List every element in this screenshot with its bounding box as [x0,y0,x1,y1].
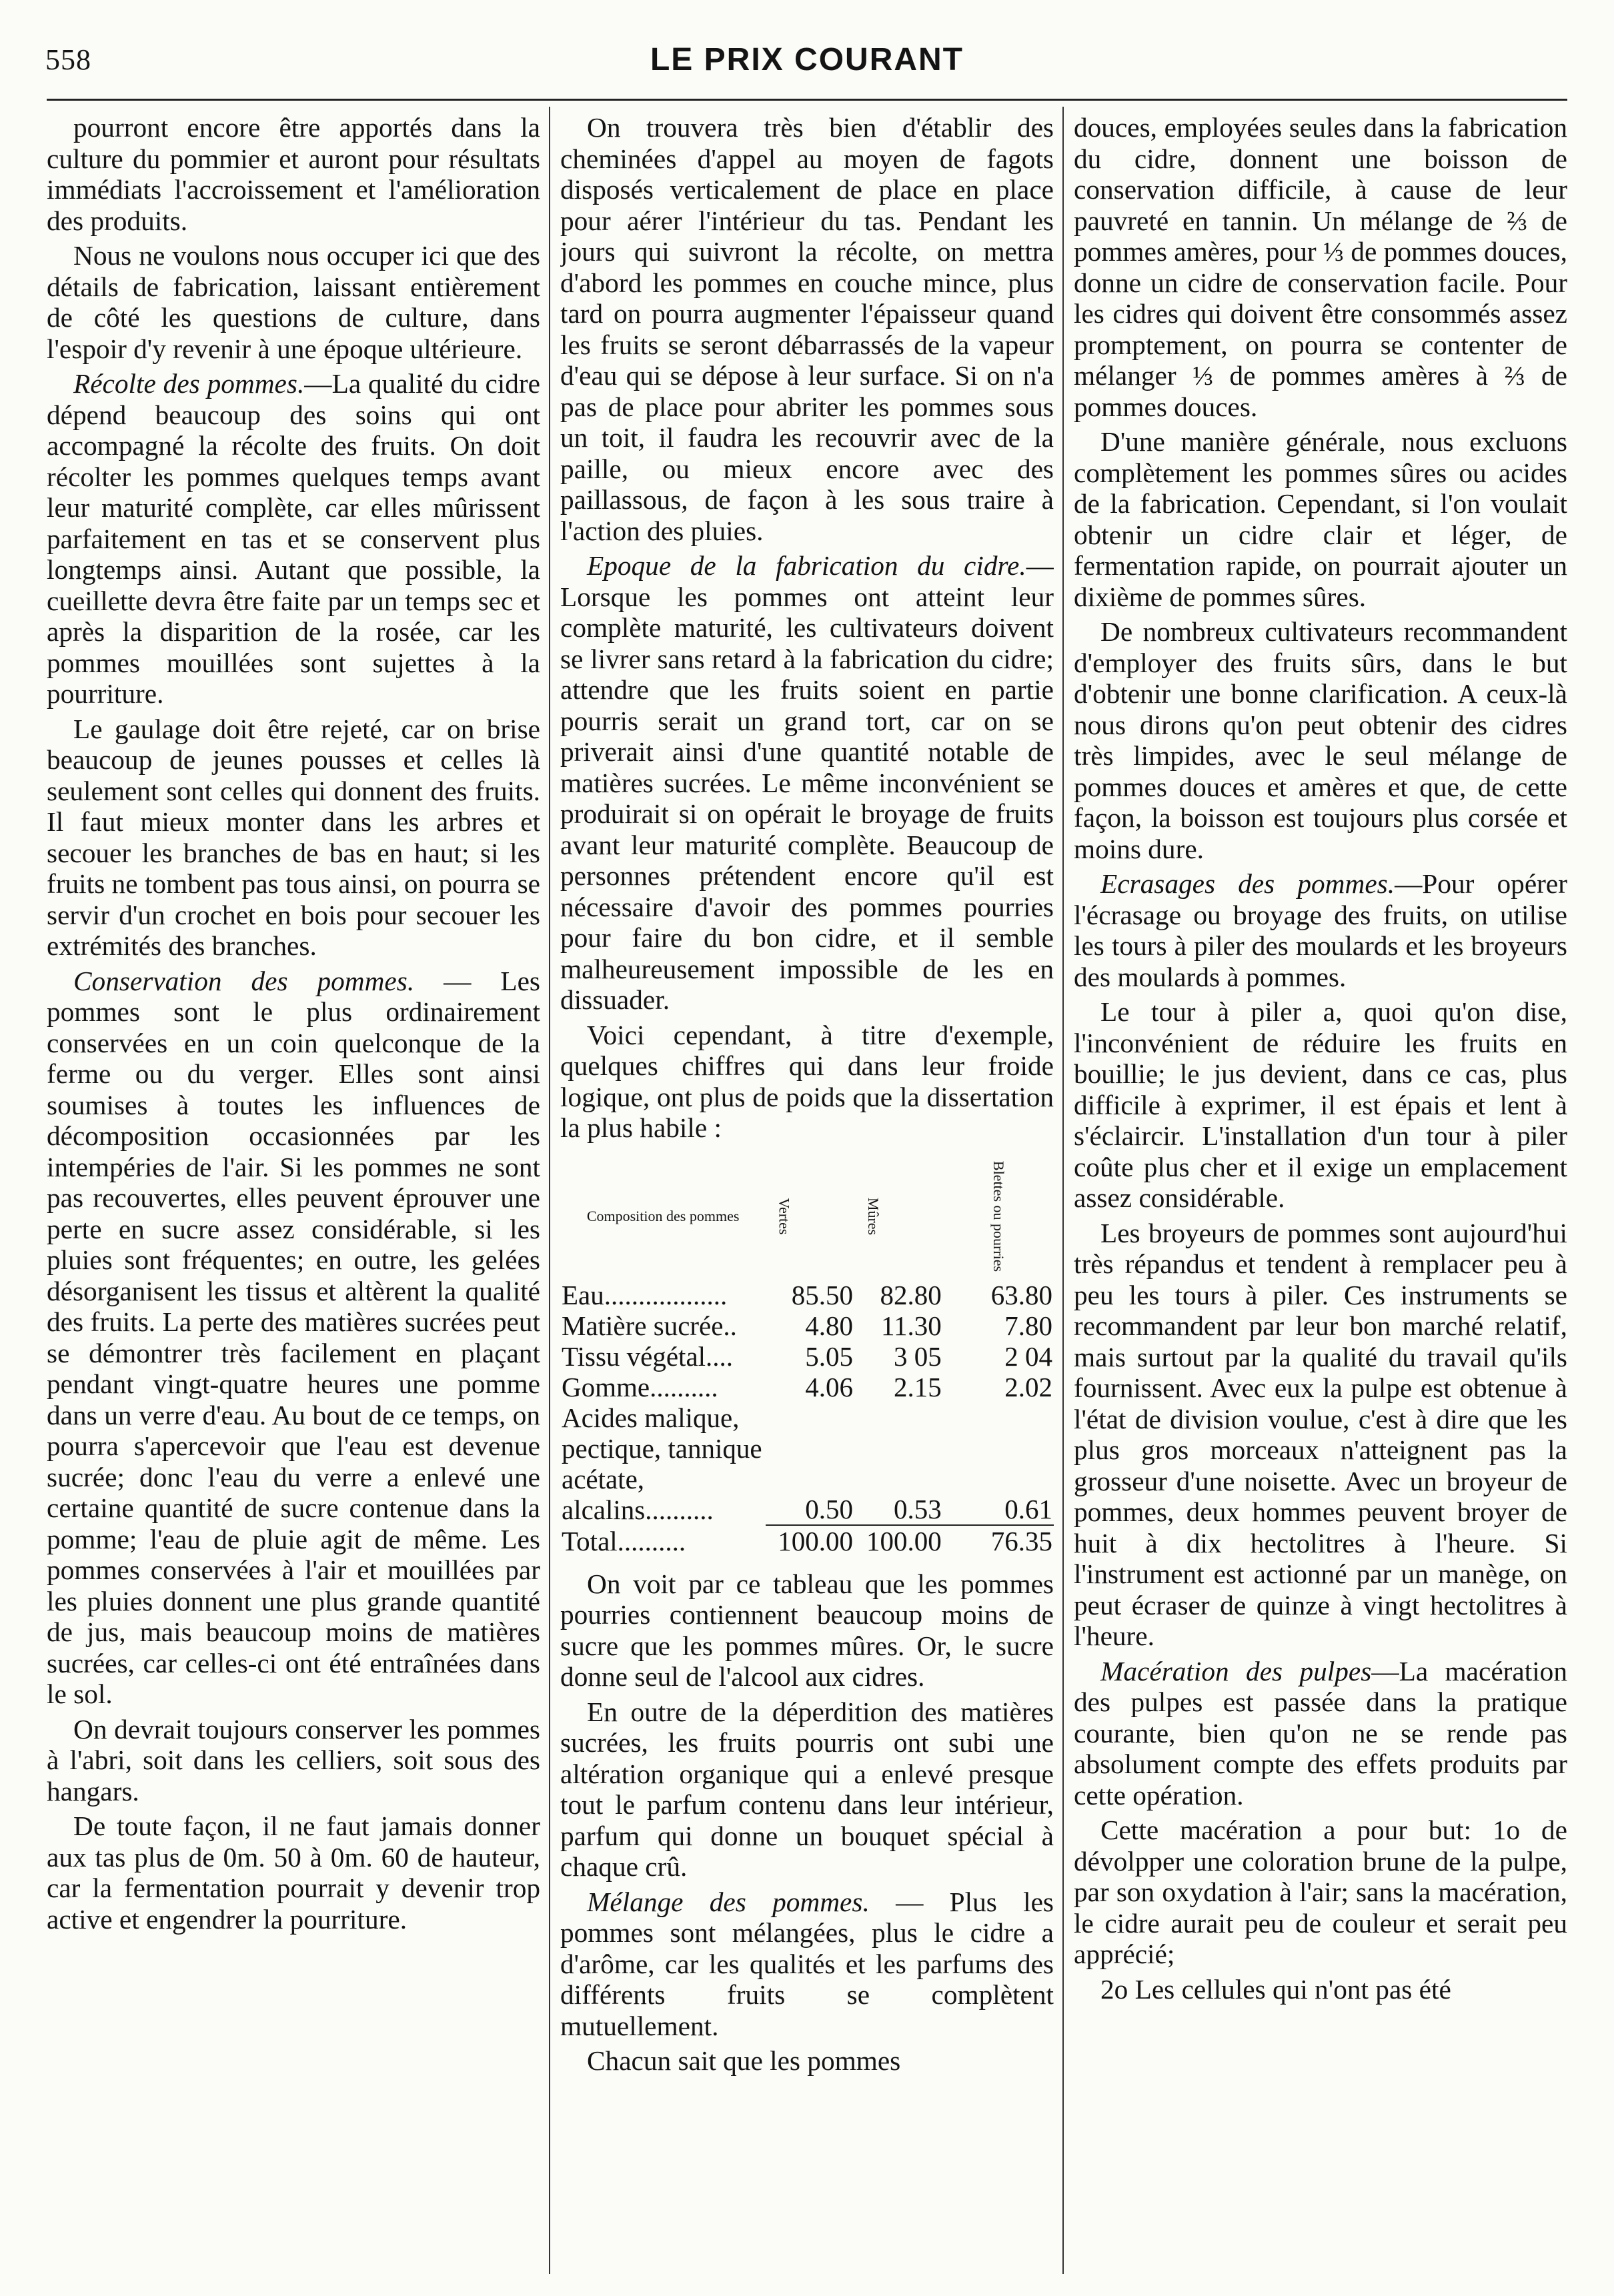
paragraph: Le gaulage doit être rejeté, car on brise beaucoup de jeunes pousses et celles là seulement sont celles qui donnent des fruits. Il faut mieux monter dans les arbres et secouer les branches de bas en haut; si les fruits ne tombent pas tous ainsi, on pourra se servir d'un crochet en bois pour secouer les extrémités des branches. [47,713,540,961]
section-rubric: Mélange des pommes. [587,1886,870,1917]
paragraph: Mélange des pommes. — Plus les pommes sont mélangées, plus le cidre a d'arôme, car les qualités et les parfums des différents fruits se complètent mutuellement. [560,1886,1054,2041]
table-row [560,1372,1054,1402]
table-cell: 2 04 [1004,1340,1052,1372]
table-cell: 2.02 [1004,1371,1052,1402]
paragraph: D'une manière générale, nous excluons complètement les pommes sûres ou acides de la fabrication. Cependant, si l'on voulait obtenir un cidre clair et léger, de fermentation rapide, on pourrait ajouter un dixième de pommes sûres. [1074,426,1567,612]
paragraph: Chacun sait que les pommes [587,2045,901,2076]
table-row-label: Eau.................. [562,1279,728,1310]
paragraph: On trouvera très bien d'établir des cheminées d'appel au moyen de fagots disposés verticalement de place en place pour aérer l'intérieur du tas. Pendant les jours qui suivront la récolte, on mettra d'abord les pommes en couche mince, plus tard on pourra augmenter l'épaisseur quand les fruits se seront débarrassés de la vapeur d'eau qui se dépose à leur surface. Si on n'a pas de place pour abriter les pommes sous un toit, il faudra les recouvrir avec de la paille, ou mieux encore avec des paillassous, de façon à les sous traire à l'action des pluies. [560,112,1054,546]
section-rubric: Récolte des pommes. [73,368,305,399]
column-divider [1062,107,1064,2274]
page-header [40,39,1574,92]
section-rubric: Conservation des pommes. [73,965,415,996]
table-cell: 63.80 [990,1279,1052,1310]
table-cell: 2.15 [894,1371,942,1402]
section-rubric: Epoque de la fabrication du cidre. [587,550,1026,581]
table-cell: 7.80 [1004,1310,1052,1341]
paragraph: 2o Les cellules qui n'ont pas été [1100,1973,1451,2005]
table-cell: 0.50 [805,1493,853,1524]
column-3 [1074,112,1567,2273]
table-col-header: Blettes ou pourries [990,1160,1007,1272]
column-1 [47,112,540,2273]
paragraph: Epoque de la fabrication du cidre.— Lorsque les pommes ont atteint leur complète maturité, les cultivateurs doivent se livrer sans retard à la fabrication du cidre; attendre que les fruits soient en partie pourris serait un grand tort, car on se priverait ainsi d'une quantité notable de matières sucrées. Le même inconvénient se produirait si on opérait le broyage de fruits avant leur maturité complète. Beaucoup de personnes prétendent encore qu'il est nécessaire d'avoir des pommes pourries pour faire du bon cidre, et il semble malheureusement impossible de les en dissuader. [560,550,1054,1015]
paragraph: Ecrasages des pommes.—Pour opérer l'écrasage ou broyage des fruits, on utilise les tours à piler des moulards et les broyeurs des moulards à pommes. [1074,868,1567,992]
table-row [560,1280,1054,1310]
table-row-label: Gomme.......... [562,1371,718,1402]
table-cell: 3 05 [894,1340,942,1372]
composition-table [560,1153,1054,1556]
table-row [560,1310,1054,1341]
table-row-label: Tissu végétal.... [562,1340,734,1372]
table-cell: 76.35 [943,1525,1054,1556]
table-cell: 100.00 [854,1525,943,1556]
paragraph: Conservation des pommes. — Les pommes sont le plus ordinairement conservées en un coin quelconque de la ferme ou du verger. Elles sont ainsi soumises à toutes les influences de décomposition occasionnées par les intempéries de l'air. Si les pommes ne sont pas recouvertes, elles peuvent éprouver une perte en sucre assez considérable, si les pluies sont fréquentes; en outre, les gelées désorganisent les tissus et altèrent la qualité des fruits. La perte des matières sucrées peut se démontrer très facilement en plaçant pendant vingt-quatre heures une pomme dans un verre d'eau. Au bout de ce temps, on pourra s'apercevoir que l'eau est devenue sucrée; donc l'eau du verre a enlevé une certaine quantité de sucre contenue dans la pomme; l'eau de pluie agit de même. Les pommes conservées à l'air et mouillées par les pluies donnent une plus grande quantité de jus, mais beaucoup moins de matières sucrées, car celles-ci ont été entraînées dans le sol. [47,965,540,1709]
table-col-header: Mûres [865,1197,882,1235]
table-cell: 4.06 [805,1371,853,1402]
section-rubric: Macération des pulpes [1100,1655,1372,1686]
table-header-label: Composition des pommes [586,1207,740,1224]
column-2-text-bottom [560,1568,1054,2077]
paragraph: Cette macération a pour but: 1o de dévolpper une coloration brune de la pulpe, par son oxydation à l'air; sans la macération, le cidre aurait peu de couleur et serait peu apprécié; [1074,1815,1567,1969]
page-number: 558 [45,43,91,76]
paragraph: En outre de la déperdition des matières sucrées, les fruits pourris ont subi une altération organique qui a enlevé presque tout le parfum contenu dans leur intérieur, parfum qui donne un bouquet spécial à chaque crû. [560,1696,1054,1882]
paragraph: On devrait toujours conserver les pommes à l'abri, soit dans les celliers, soit sous des hangars. [47,1713,540,1807]
paragraph: Nous ne voulons nous occuper ici que des détails de fabrication, laissant entièrement de côté les questions de culture, dans l'espoir d'y revenir à une époque ultérieure. [47,240,540,364]
section-rubric: Ecrasages des pommes. [1100,868,1395,899]
table-body [560,1280,1054,1556]
paragraph: Le tour à piler a, quoi qu'on dise, l'inconvénient de réduire les fruits en bouillie; le jus devient, dans ce cas, plus difficile à exprimer, il est épais et lent à s'éclaircir. L'installation d'un tour à piler coûte plus cher et il exige un emplacement assez considérable. [1074,996,1567,1213]
composition-table-wrap [560,1153,1054,1556]
column-2 [560,112,1054,2273]
table-row-label: Total.......... [562,1525,686,1556]
paragraph: Macération des pulpes—La macération des pulpes est passée dans la pratique courante, bien qu'on ne se rende pas absolument compte des effets produits par cette opération. [1074,1655,1567,1811]
table-cell: 5.05 [805,1340,853,1372]
paragraph: Voici cependant, à titre d'exemple, quelques chiffres qui dans leur froide logique, ont plus de poids que la dissertation la plus habile : [560,1019,1054,1143]
table-cell: 100.00 [766,1525,854,1556]
table-row [560,1341,1054,1372]
paragraph: De toute façon, il ne faut jamais donner aux tas plus de 0m. 50 à 0m. 60 de hauteur, car la fermentation pourrait y devenir trop active et engendrer la pourriture. [47,1811,540,1935]
table-row [560,1402,1054,1525]
table-cell: 82.80 [880,1279,942,1310]
paragraph: De nombreux cultivateurs recommandent d'employer des fruits sûrs, dans le but d'obtenir une bonne clarification. A ceux-là nous dirons qu'on peut obtenir des cidres très limpides, avec le seul mélange de pommes douces et amères et que, de cette façon, la boisson est toujours plus corsée et moins dure. [1074,616,1567,864]
paragraph: Récolte des pommes.—La qualité du cidre dépend beaucoup des soins qui ont accompagné la récolte des fruits. On doit récolter les pommes quelques temps avant leur maturité complète, car elles mûrissent parfaitement en tas et se conservent plus longtemps ainsi. Autant que possible, la cueillette devra être faite par un temps sec et après la disparition de la rosée, car les pommes mouillées sont sujettes à la pourriture. [47,368,540,709]
column-2-text-top [560,112,1054,1144]
paragraph: douces, employées seules dans la fabrication du cidre, donnent une boisson de conservation difficile, à cause de leur pauvreté en tannin. Un mélange de ⅔ de pommes amères, pour ⅓ de pommes douces, donne un cidre de conservation facile. Pour les cidres qui doivent être consommés assez promptement, on pourra se contenter de mélanger ⅓ de pommes amères à ⅔ de pommes douces. [1074,112,1567,422]
column-divider [549,107,550,2274]
table-col-header: Vertes [776,1198,793,1234]
paragraph: Les broyeurs de pommes sont aujourd'hui très répandus et tendent à remplacer peu à peu les tours à piler. Ces instruments se recommandent par leur bon marché relatif, mais surtout par la qualité du travail qu'ils fournissent. Avec eux la pulpe est obtenue à l'état de division voulue, c'est à dire que les plus gros morceaux n'atteignent pas la grosseur d'une noisette. Avec un broyeur de pommes, deux hommes peuvent broyer de huit à dix hectolitres à l'heure. Si l'instrument est actionné par un manège, on peut écraser de quinze à vingt hectolitres à l'heure. [1074,1217,1567,1651]
table-cell: 0.53 [894,1493,942,1524]
table-cell: 0.61 [1004,1493,1052,1524]
paragraph: pourront encore être apportés dans la culture du pommier et auront pour résultats immédiats l'accroissement et l'amélioration des produits. [47,112,540,236]
table-row-label: Matière sucrée.. [562,1310,737,1341]
table-row [560,1525,1054,1556]
table-row-label: Acides malique, pectique, tannique acétate, alcalins.......... [562,1402,762,1525]
header-rule [47,99,1567,101]
journal-title: LE PRIX COURANT [650,42,964,77]
table-cell: 4.80 [805,1310,853,1341]
table-cell: 85.50 [791,1279,853,1310]
table-cell: 11.30 [881,1310,942,1341]
paragraph: On voit par ce tableau que les pommes pourries contiennent beaucoup moins de sucre que les pommes mûres. Or, le sucre donne seul de l'alcool aux cidres. [560,1568,1054,1692]
